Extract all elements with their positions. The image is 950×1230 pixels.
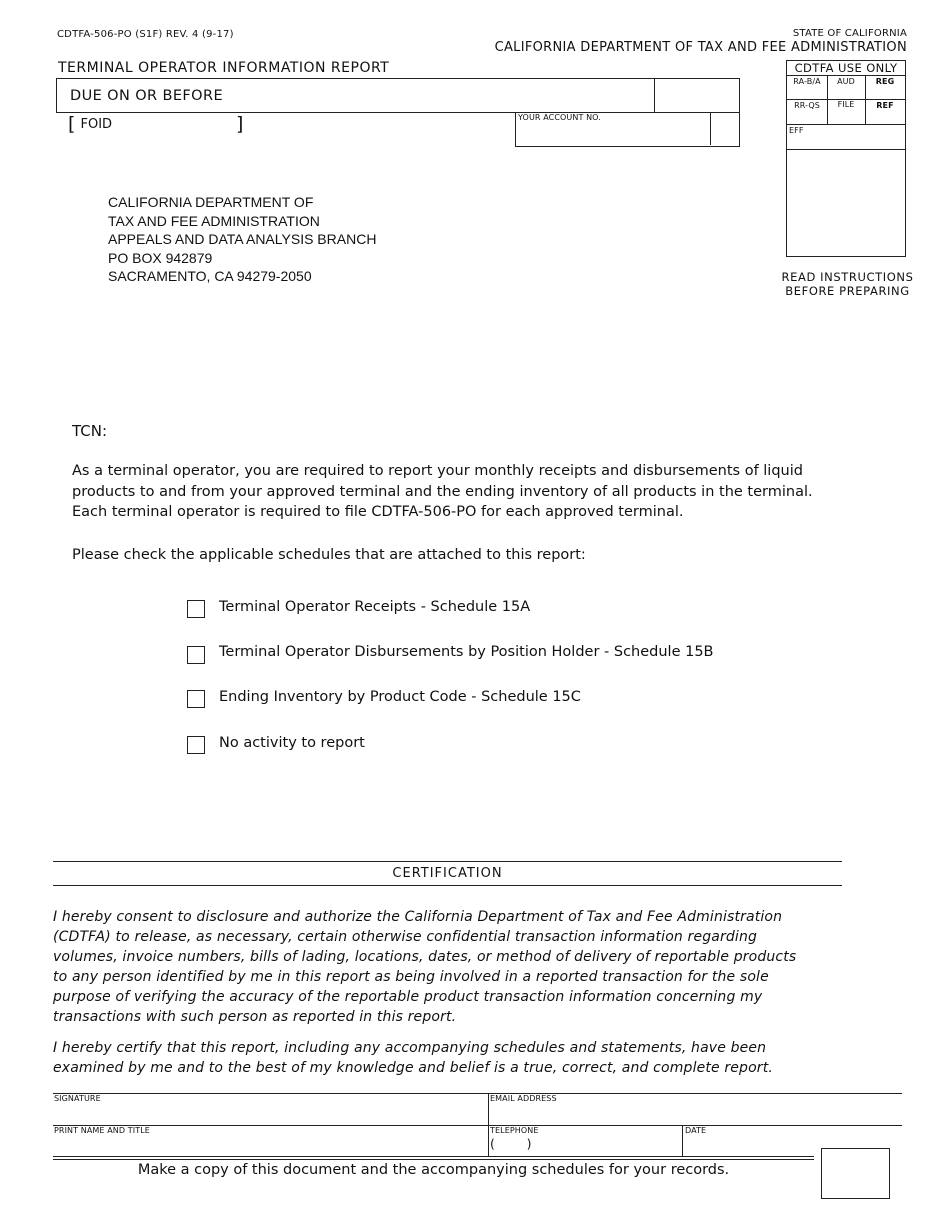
schedules-prompt: Please check the applicable schedules that are attached to this report: (72, 547, 586, 563)
email-field[interactable] (490, 1104, 900, 1124)
use-only-cell-aud: AUD (837, 77, 855, 86)
schedule-15b-label: Terminal Operator Disbursements by Position Holder - Schedule 15B (219, 644, 714, 660)
mailing-address (108, 193, 376, 286)
intro-line: Each terminal operator is required to file CDTFA-506-PO for each approved terminal. (72, 504, 684, 520)
tcn-label: TCN: (72, 422, 108, 440)
address-line: TAX AND FEE ADMINISTRATION (108, 212, 320, 229)
address-line: SACRAMENTO, CA 94279-2050 (108, 268, 312, 284)
schedule-15c-checkbox[interactable] (187, 690, 205, 708)
intro-paragraph (72, 461, 832, 523)
consent-paragraph (53, 907, 853, 1027)
office-use-box (821, 1148, 890, 1199)
certification-title: CERTIFICATION (392, 866, 503, 881)
read-instructions-line1: READ INSTRUCTIONS (781, 270, 914, 284)
telephone-field[interactable] (540, 1136, 680, 1155)
form-number: CDTFA-506-PO (S1F) REV. 4 (9-17) (57, 29, 234, 40)
account-number-divider (710, 112, 711, 145)
use-only-title: CDTFA USE ONLY (794, 61, 898, 75)
read-instructions-line2: BEFORE PREPARING (785, 283, 910, 298)
print-name-label: PRINT NAME AND TITLE (54, 1126, 150, 1135)
use-only-eff-label: EFF (789, 126, 804, 135)
address-line: APPEALS AND DATA ANALYSIS BRANCH (108, 231, 377, 247)
consent-line: transactions with such person as reported in this report. (53, 1009, 457, 1025)
state-label: STATE OF CALIFORNIA (792, 28, 907, 39)
cdtfa-use-only-box (786, 60, 906, 257)
schedule-15b-checkbox[interactable] (187, 646, 205, 664)
consent-line: purpose of verifying the accuracy of the reportable product transaction information concerning my (53, 989, 763, 1005)
account-number-label: YOUR ACCOUNT NO. (518, 113, 601, 122)
due-date-label: DUE ON OR BEFORE (70, 88, 224, 104)
telephone-area-code: ( ) (490, 1136, 532, 1151)
print-name-field[interactable] (54, 1136, 486, 1155)
address-line: CALIFORNIA DEPARTMENT OF (108, 194, 314, 210)
certification-top-rule (53, 861, 842, 862)
intro-line: As a terminal operator, you are required to report your monthly receipts and disbursements of liquid (72, 463, 803, 479)
schedule-15a-checkbox[interactable] (187, 600, 205, 618)
certification-bottom-rule (53, 885, 842, 886)
account-number-box (515, 112, 740, 147)
intro-line: products to and from your approved terminal and the ending inventory of all products in the terminal. (72, 483, 813, 500)
date-label: DATE (685, 1126, 707, 1135)
signature-field[interactable] (54, 1104, 486, 1124)
consent-line: to any person identified by me in this report as being involved in a reported transaction for the sole (53, 969, 769, 985)
no-activity-checkbox[interactable] (187, 736, 205, 754)
use-only-cell-ref: REF (876, 101, 894, 110)
consent-line: volumes, invoice numbers, bills of lading, locations, dates, or method of delivery of reportable products (53, 949, 797, 965)
foid-line (68, 113, 244, 135)
due-date-box (56, 78, 740, 113)
footer-note: Make a copy of this document and the accompanying schedules for your records. (137, 1162, 730, 1178)
due-date-field[interactable] (655, 79, 739, 112)
schedule-15a-label: Terminal Operator Receipts - Schedule 15A (219, 599, 531, 615)
foid-label: FOID (80, 117, 113, 132)
foid-bracket-open: [ (68, 113, 76, 135)
foid-field[interactable] (118, 115, 228, 135)
consent-line: I hereby consent to disclosure and authorize the California Department of Tax and Fee Administration (53, 909, 783, 925)
use-only-cell-rab: RA-B/A (793, 77, 821, 86)
foid-bracket-close: ] (236, 113, 244, 135)
consent-line: (CDTFA) to release, as necessary, certain otherwise confidential transaction information regarding (53, 929, 758, 945)
use-only-cell-reg: REG (875, 77, 895, 86)
use-only-cell-rrqs: RR-QS (794, 101, 820, 110)
account-number-field[interactable] (516, 124, 710, 145)
no-activity-label: No activity to report (219, 735, 365, 751)
address-line: PO BOX 942879 (108, 249, 213, 266)
form-title: TERMINAL OPERATOR INFORMATION REPORT (58, 60, 390, 76)
certify-paragraph (53, 1038, 853, 1078)
email-label: EMAIL ADDRESS (490, 1094, 557, 1103)
certify-line: I hereby certify that this report, including any accompanying schedules and statements, have been (53, 1040, 767, 1056)
schedule-15c-label: Ending Inventory by Product Code - Schedule 15C (219, 689, 581, 705)
use-only-cell-file: FILE (837, 100, 855, 109)
telephone-label: TELEPHONE (490, 1126, 539, 1135)
agency-name: CALIFORNIA DEPARTMENT OF TAX AND FEE ADMINISTRATION (494, 40, 907, 55)
read-instructions-note (770, 271, 925, 298)
certify-line: examined by me and to the best of my knowledge and belief is a true, correct, and complete report. (53, 1060, 773, 1076)
signature-label: SIGNATURE (54, 1094, 101, 1103)
